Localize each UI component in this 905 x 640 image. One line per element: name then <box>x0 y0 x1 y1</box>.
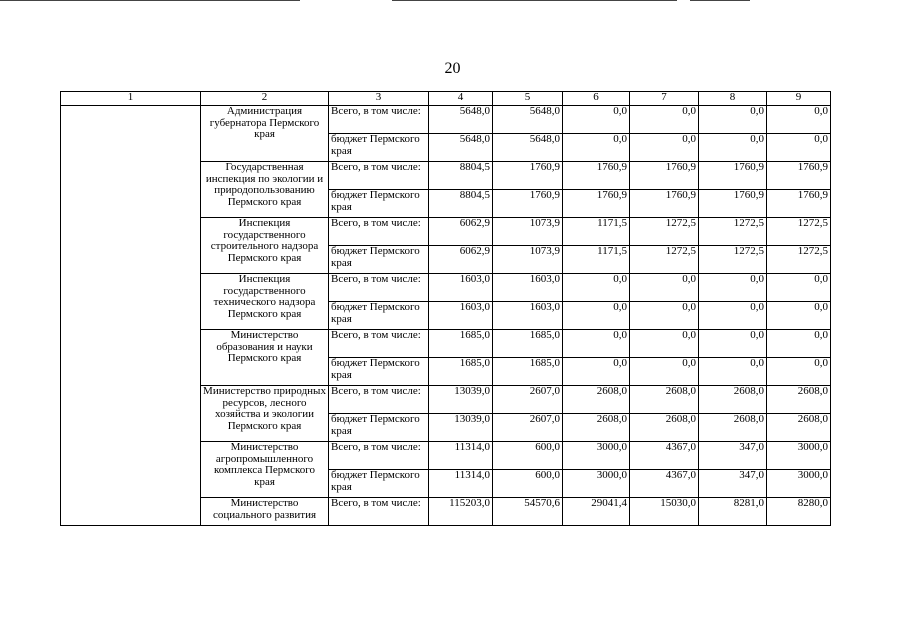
row-kind-label: Всего, в том числе: <box>329 330 429 358</box>
row-kind-label: бюджет Пермского края <box>329 414 429 442</box>
value-cell: 1760,9 <box>563 162 630 190</box>
value-cell: 6062,9 <box>429 218 493 246</box>
column-header: 7 <box>630 92 699 106</box>
value-cell: 8804,5 <box>429 162 493 190</box>
value-cell: 1073,9 <box>493 218 563 246</box>
value-cell: 5648,0 <box>429 106 493 134</box>
table-body <box>61 106 831 526</box>
value-cell: 0,0 <box>767 330 831 358</box>
row-kind-label: Всего, в том числе: <box>329 106 429 134</box>
value-cell: 0,0 <box>699 358 767 386</box>
scan-edge-line <box>0 0 300 1</box>
value-cell: 8280,0 <box>767 498 831 526</box>
value-cell: 54570,6 <box>493 498 563 526</box>
organization-name: Министерство агропромышленного комплекса Пермского края <box>201 442 329 498</box>
scan-edge-line <box>690 0 750 1</box>
value-cell: 1685,0 <box>429 358 493 386</box>
value-cell: 0,0 <box>767 358 831 386</box>
column-header: 8 <box>699 92 767 106</box>
value-cell: 1272,5 <box>630 218 699 246</box>
value-cell: 8804,5 <box>429 190 493 218</box>
value-cell: 115203,0 <box>429 498 493 526</box>
value-cell: 1685,0 <box>493 358 563 386</box>
column-header: 6 <box>563 92 630 106</box>
value-cell: 0,0 <box>563 274 630 302</box>
value-cell: 29041,4 <box>563 498 630 526</box>
organization-name: Министерство природных ресурсов, лесного хозяйства и экологии Пермского края <box>201 386 329 442</box>
value-cell: 0,0 <box>699 330 767 358</box>
value-cell: 1760,9 <box>699 162 767 190</box>
value-cell: 2608,0 <box>699 414 767 442</box>
value-cell: 0,0 <box>630 134 699 162</box>
scan-edge-line <box>392 0 677 1</box>
value-cell: 1760,9 <box>493 162 563 190</box>
budget-table <box>60 91 831 526</box>
value-cell: 347,0 <box>699 442 767 470</box>
value-cell: 1760,9 <box>563 190 630 218</box>
value-cell: 2608,0 <box>767 414 831 442</box>
value-cell: 3000,0 <box>563 442 630 470</box>
value-cell: 2608,0 <box>630 414 699 442</box>
value-cell: 0,0 <box>630 274 699 302</box>
value-cell: 2608,0 <box>563 386 630 414</box>
value-cell: 2608,0 <box>699 386 767 414</box>
row-kind-label: бюджет Пермского края <box>329 470 429 498</box>
value-cell: 0,0 <box>563 106 630 134</box>
value-cell: 4367,0 <box>630 442 699 470</box>
value-cell: 0,0 <box>699 302 767 330</box>
column-header: 9 <box>767 92 831 106</box>
value-cell: 3000,0 <box>767 470 831 498</box>
organization-name: Государственная инспекция по экологии и природопользованию Пермского края <box>201 162 329 218</box>
column-number-row <box>61 92 831 106</box>
value-cell: 5648,0 <box>429 134 493 162</box>
value-cell: 2608,0 <box>630 386 699 414</box>
value-cell: 1760,9 <box>699 190 767 218</box>
organization-name: Министерство социального развития <box>201 498 329 526</box>
value-cell: 5648,0 <box>493 134 563 162</box>
value-cell: 15030,0 <box>630 498 699 526</box>
value-cell: 8281,0 <box>699 498 767 526</box>
row-kind-label: Всего, в том числе: <box>329 442 429 470</box>
value-cell: 0,0 <box>767 106 831 134</box>
column-header: 3 <box>329 92 429 106</box>
value-cell: 13039,0 <box>429 414 493 442</box>
value-cell: 1272,5 <box>767 218 831 246</box>
organization-name: Администрация губернатора Пермского края <box>201 106 329 162</box>
value-cell: 13039,0 <box>429 386 493 414</box>
value-cell: 0,0 <box>630 358 699 386</box>
page-number: 20 <box>444 60 461 77</box>
value-cell: 1603,0 <box>429 274 493 302</box>
row-kind-label: бюджет Пермского края <box>329 134 429 162</box>
value-cell: 600,0 <box>493 470 563 498</box>
value-cell: 0,0 <box>630 330 699 358</box>
table-row <box>61 106 831 134</box>
value-cell: 1760,9 <box>630 190 699 218</box>
value-cell: 2607,0 <box>493 386 563 414</box>
value-cell: 3000,0 <box>767 442 831 470</box>
value-cell: 0,0 <box>699 106 767 134</box>
value-cell: 1272,5 <box>630 246 699 274</box>
value-cell: 1760,9 <box>767 162 831 190</box>
row-kind-label: Всего, в том числе: <box>329 162 429 190</box>
value-cell: 1603,0 <box>493 302 563 330</box>
value-cell: 1171,5 <box>563 246 630 274</box>
value-cell: 1272,5 <box>699 246 767 274</box>
value-cell: 0,0 <box>699 274 767 302</box>
row-kind-label: Всего, в том числе: <box>329 498 429 526</box>
row-kind-label: бюджет Пермского края <box>329 302 429 330</box>
value-cell: 1171,5 <box>563 218 630 246</box>
value-cell: 1760,9 <box>767 190 831 218</box>
value-cell: 2608,0 <box>563 414 630 442</box>
value-cell: 1603,0 <box>429 302 493 330</box>
row-kind-label: Всего, в том числе: <box>329 218 429 246</box>
value-cell: 4367,0 <box>630 470 699 498</box>
value-cell: 0,0 <box>563 330 630 358</box>
row-kind-label: Всего, в том числе: <box>329 386 429 414</box>
row-kind-label: бюджет Пермского края <box>329 358 429 386</box>
value-cell: 0,0 <box>630 106 699 134</box>
value-cell: 0,0 <box>630 302 699 330</box>
column-header: 2 <box>201 92 329 106</box>
value-cell: 2607,0 <box>493 414 563 442</box>
row-kind-label: Всего, в том числе: <box>329 274 429 302</box>
value-cell: 1603,0 <box>493 274 563 302</box>
column-header: 5 <box>493 92 563 106</box>
value-cell: 0,0 <box>563 358 630 386</box>
value-cell: 0,0 <box>699 134 767 162</box>
value-cell: 0,0 <box>767 302 831 330</box>
column-header: 1 <box>61 92 201 106</box>
value-cell: 1272,5 <box>767 246 831 274</box>
value-cell: 1272,5 <box>699 218 767 246</box>
value-cell: 0,0 <box>767 274 831 302</box>
value-cell: 5648,0 <box>493 106 563 134</box>
value-cell: 1760,9 <box>630 162 699 190</box>
row-kind-label: бюджет Пермского края <box>329 246 429 274</box>
organization-name: Инспекция государственного строительного надзора Пермского края <box>201 218 329 274</box>
column-header: 4 <box>429 92 493 106</box>
value-cell: 600,0 <box>493 442 563 470</box>
value-cell: 1685,0 <box>493 330 563 358</box>
value-cell: 1685,0 <box>429 330 493 358</box>
value-cell: 3000,0 <box>563 470 630 498</box>
value-cell: 0,0 <box>767 134 831 162</box>
value-cell: 1073,9 <box>493 246 563 274</box>
organization-name: Инспекция государственного технического надзора Пермского края <box>201 274 329 330</box>
value-cell: 0,0 <box>563 134 630 162</box>
row-kind-label: бюджет Пермского края <box>329 190 429 218</box>
empty-column-1-cell <box>61 106 201 526</box>
value-cell: 2608,0 <box>767 386 831 414</box>
value-cell: 347,0 <box>699 470 767 498</box>
value-cell: 11314,0 <box>429 442 493 470</box>
value-cell: 11314,0 <box>429 470 493 498</box>
value-cell: 1760,9 <box>493 190 563 218</box>
value-cell: 6062,9 <box>429 246 493 274</box>
organization-name: Министерство образования и науки Пермского края <box>201 330 329 386</box>
value-cell: 0,0 <box>563 302 630 330</box>
